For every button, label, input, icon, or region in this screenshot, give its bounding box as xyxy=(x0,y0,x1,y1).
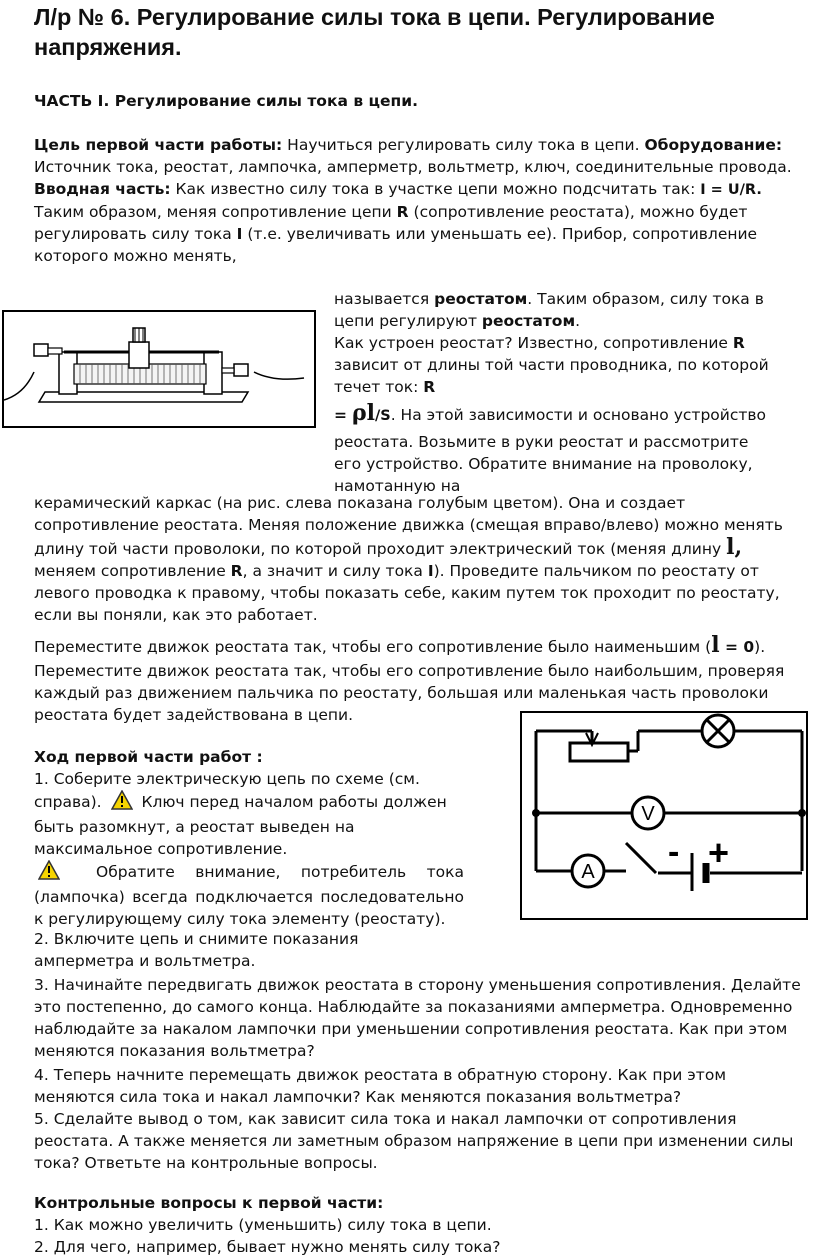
step-4: 4. Теперь начните перемещать движок реостата в обратную сторону. Как при этом меняются сила тока и накал лампочки? Как меняются показания вольтметра? xyxy=(34,1066,727,1106)
steps-heading: Ход первой части работ : xyxy=(34,748,263,766)
min-text-2: ). xyxy=(754,638,766,656)
formula-l: l xyxy=(711,632,720,658)
questions-heading: Контрольные вопросы к первой части: xyxy=(34,1194,384,1212)
rheostat-term: реостатом xyxy=(434,290,528,308)
formula-l-zero: = 0 xyxy=(719,638,755,656)
max-resistance-instruction: Переместите движок реостата так, чтобы его сопротивление было наибольшим, проверяя каждый раз движением пальчика по реостату, большая или маленькая часть проволоки реостата будет задействована в цепи. xyxy=(34,662,785,724)
rheostat-text-3: . xyxy=(575,312,581,330)
description-text-4: ). Проведите пальчиком по реостату от левого проводка к правому, чтобы показать себе, каким путем ток проходит по реостату, если вы поняли, как это работает. xyxy=(34,562,780,624)
part1-heading: ЧАСТЬ I. Регулирование силы тока в цепи. xyxy=(34,92,418,110)
intro-text-1: Как известно силу тока в участке цепи можно подсчитать так: xyxy=(170,180,701,198)
step-3: 3. Начинайте передвигать движок реостата в сторону уменьшения сопротивления. Делайте это постепенно, до самого конца. Наблюдайте за показаниями амперметра. Одновременно наблюдайте за накалом лампочки при уменьшении сопротивления реостата. Как при этом меняются показания вольтметра? xyxy=(34,976,801,1060)
intro-label: Вводная часть: xyxy=(34,180,171,198)
symbol-l: l, xyxy=(726,534,743,560)
step-1 xyxy=(34,768,466,860)
circuit-schematic xyxy=(522,713,806,918)
formula-equals: = xyxy=(334,406,347,424)
rheostat-structure-text-1: Как устроен реостат? Известно, сопротивление xyxy=(334,334,733,352)
page-title: Л/р № 6. Регулирование силы тока в цепи. Регулирование напряжения. xyxy=(34,4,715,60)
rheostat-text-1: называется xyxy=(334,290,435,308)
symbol-i-2: I xyxy=(427,562,434,580)
symbol-i: I xyxy=(236,225,243,243)
symbol-r-2: R xyxy=(732,334,745,352)
rheostat-illustration xyxy=(4,312,314,426)
intro-text-3: (сопротивление реостата), можно будет регулировать силу тока xyxy=(34,203,748,243)
circuit-diagram xyxy=(520,711,808,920)
intro-text-4: (т.е. увеличивать или уменьшать ее). Прибор, сопротивление которого можно менять, xyxy=(34,225,758,265)
minus-sign: - xyxy=(668,833,680,871)
rheostat-description xyxy=(34,492,804,626)
equipment-label: Оборудование: xyxy=(644,136,783,154)
symbol-r-4: R xyxy=(230,562,243,580)
formula-ohm: I = U/R. xyxy=(700,182,762,198)
rheostat-term-2: реостатом xyxy=(481,312,576,330)
warning-icon-2 xyxy=(38,860,60,886)
step-5: 5. Сделайте вывод о том, как зависит сила тока и накал лампочки от сопротивления реостата. А также меняется ли заметным образом напряжение в цепи при изменении силы тока? Ответьте на контрольные вопросы. xyxy=(34,1110,794,1172)
min-resistance-instruction xyxy=(34,634,804,658)
min-text-1: Переместите движок реостата так, чтобы его сопротивление было наименьшим ( xyxy=(34,638,712,656)
rheostat-text xyxy=(334,288,774,497)
rheostat-structure-text-2: зависит от длины той части проводника, по которой течет ток: xyxy=(334,356,769,396)
intro-text-2: Таким образом, меняя сопротивление цепи xyxy=(34,203,397,221)
rheostat-text-2: . Таким образом, силу тока в цепи регулируют xyxy=(334,290,764,330)
formula-rho-l: ρl xyxy=(351,400,375,426)
note xyxy=(34,860,464,930)
description-text-1: керамический каркас (на рис. слева показана голубым цветом). Она и создает сопротивление реостата. Меняя положение движка (смещая вправо/влево) можно менять длину той части проволоки, по которой проходит электрический ток (меняя длину xyxy=(34,494,783,558)
intro-paragraph xyxy=(34,134,794,267)
warning-icon xyxy=(111,790,133,816)
step1-text-2: Ключ перед началом работы должен быть разомкнут, а реостат выведен на максимальное сопротивление. xyxy=(34,793,447,858)
step-2: 2. Включите цепь и снимите показания амперметра и вольтметра. xyxy=(34,930,359,970)
symbol-r: R xyxy=(396,203,409,221)
goal-text: Научиться регулировать силу тока в цепи. xyxy=(282,136,645,154)
plus-sign: + xyxy=(708,832,730,873)
goal-label: Цель первой части работы: xyxy=(34,136,283,154)
voltmeter-symbol: V xyxy=(641,803,655,825)
equipment-text: Источник тока, реостат, лампочка, амперметр, вольтметр, ключ, соединительные провода. xyxy=(34,158,792,176)
question-2: 2. Для чего, например, бывает нужно менять силу тока? xyxy=(34,1238,501,1256)
rheostat-drawing xyxy=(2,310,316,428)
description-text-3: , а значит и силу тока xyxy=(242,562,428,580)
note-text: Обратите внимание, потребитель тока (лампочка) всегда подключается последовательно к регулирующему силу тока элементу (реостату). xyxy=(34,863,464,928)
ammeter-symbol: A xyxy=(581,861,595,883)
step1-text-1: 1. Соберите электрическую цепь по схеме (см. справа). xyxy=(34,770,420,811)
symbol-r-3: R xyxy=(423,378,436,396)
rheostat-structure-text-3: . На этой зависимости и основано устройство реостата. Возьмите в руки реостат и рассмотрите его устройство. Обратите внимание на проволоку, намотанную на xyxy=(334,406,767,495)
question-1: 1. Как можно увеличить (уменьшить) силу тока в цепи. xyxy=(34,1216,492,1234)
formula-s: /S xyxy=(374,408,391,424)
description-text-2: меняем сопротивление xyxy=(34,562,231,580)
